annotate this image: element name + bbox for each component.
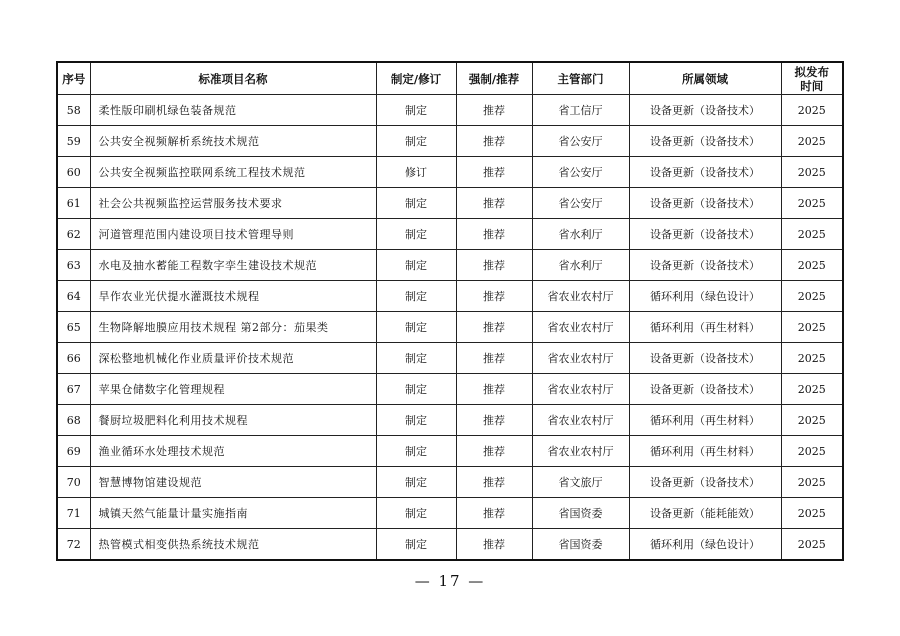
cell-dept: 省公安厅 [532,157,629,188]
cell-type: 制定 [376,250,456,281]
cell-field: 设备更新（能耗能效） [629,498,781,529]
cell-year: 2025 [781,250,843,281]
cell-type: 制定 [376,436,456,467]
cell-field: 设备更新（设备技术） [629,126,781,157]
cell-dept: 省公安厅 [532,188,629,219]
cell-no: 71 [57,498,90,529]
cell-force: 推荐 [456,498,532,529]
cell-year: 2025 [781,312,843,343]
cell-no: 72 [57,529,90,561]
cell-name: 城镇天然气能量计量实施指南 [90,498,376,529]
cell-dept: 省农业农村厅 [532,405,629,436]
cell-name: 旱作农业光伏提水灌溉技术规程 [90,281,376,312]
table-row [57,157,843,188]
cell-name: 热管模式相变供热系统技术规范 [90,529,376,561]
table-row [57,281,843,312]
cell-name: 柔性版印刷机绿色装备规范 [90,95,376,126]
table-row [57,95,843,126]
cell-year: 2025 [781,529,843,561]
cell-field: 循环利用（再生材料） [629,405,781,436]
cell-type: 制定 [376,95,456,126]
cell-year: 2025 [781,343,843,374]
cell-force: 推荐 [456,467,532,498]
cell-force: 推荐 [456,250,532,281]
cell-type: 制定 [376,529,456,561]
cell-field: 设备更新（设备技术） [629,250,781,281]
cell-type: 制定 [376,467,456,498]
cell-no: 62 [57,219,90,250]
cell-field: 设备更新（设备技术） [629,467,781,498]
cell-dept: 省农业农村厅 [532,374,629,405]
header-year-line2: 时间 [800,78,824,93]
cell-force: 推荐 [456,529,532,561]
table-row [57,312,843,343]
cell-field: 设备更新（设备技术） [629,157,781,188]
cell-no: 65 [57,312,90,343]
page-number: — 17 — [414,572,486,590]
cell-no: 61 [57,188,90,219]
cell-field: 设备更新（设备技术） [629,95,781,126]
cell-type: 制定 [376,498,456,529]
cell-no: 64 [57,281,90,312]
cell-force: 推荐 [456,374,532,405]
cell-name: 水电及抽水蓄能工程数字孪生建设技术规范 [90,250,376,281]
cell-type: 修订 [376,157,456,188]
cell-field: 循环利用（绿色设计） [629,529,781,561]
cell-no: 63 [57,250,90,281]
cell-type: 制定 [376,281,456,312]
cell-year: 2025 [781,188,843,219]
table-row [57,405,843,436]
standards-table [56,61,844,561]
table-row [57,250,843,281]
cell-name: 餐厨垃圾肥料化利用技术规程 [90,405,376,436]
cell-no: 66 [57,343,90,374]
cell-year: 2025 [781,281,843,312]
cell-type: 制定 [376,405,456,436]
cell-type: 制定 [376,219,456,250]
cell-dept: 省工信厅 [532,95,629,126]
table-row [57,343,843,374]
cell-year: 2025 [781,436,843,467]
table-row [57,436,843,467]
cell-year: 2025 [781,467,843,498]
cell-year: 2025 [781,374,843,405]
cell-year: 2025 [781,405,843,436]
cell-name: 苹果仓储数字化管理规程 [90,374,376,405]
cell-dept: 省文旅厅 [532,467,629,498]
cell-year: 2025 [781,95,843,126]
cell-force: 推荐 [456,95,532,126]
cell-dept: 省水利厅 [532,219,629,250]
table-header-row [57,62,843,95]
cell-dept: 省公安厅 [532,126,629,157]
cell-dept: 省农业农村厅 [532,436,629,467]
table-row [57,219,843,250]
cell-force: 推荐 [456,126,532,157]
cell-year: 2025 [781,219,843,250]
cell-no: 68 [57,405,90,436]
cell-field: 设备更新（设备技术） [629,374,781,405]
cell-field: 设备更新（设备技术） [629,219,781,250]
table-row [57,467,843,498]
cell-force: 推荐 [456,188,532,219]
cell-force: 推荐 [456,312,532,343]
cell-dept: 省农业农村厅 [532,281,629,312]
cell-dept: 省农业农村厅 [532,343,629,374]
header-type: 制定/修订 [376,62,456,95]
cell-force: 推荐 [456,281,532,312]
cell-dept: 省水利厅 [532,250,629,281]
cell-year: 2025 [781,126,843,157]
cell-no: 60 [57,157,90,188]
cell-year: 2025 [781,157,843,188]
cell-dept: 省农业农村厅 [532,312,629,343]
cell-force: 推荐 [456,157,532,188]
header-year-line1: 拟发布 [794,64,829,79]
table-row [57,188,843,219]
cell-no: 70 [57,467,90,498]
header-dept: 主管部门 [532,62,629,95]
cell-year: 2025 [781,498,843,529]
cell-type: 制定 [376,374,456,405]
header-force: 强制/推荐 [456,62,532,95]
cell-force: 推荐 [456,219,532,250]
cell-name: 生物降解地膜应用技术规程 第2部分：茄果类 [90,312,376,343]
table-row [57,374,843,405]
cell-type: 制定 [376,188,456,219]
header-year [781,62,843,95]
cell-name: 河道管理范围内建设项目技术管理导则 [90,219,376,250]
header-field: 所属领域 [629,62,781,95]
cell-force: 推荐 [456,343,532,374]
cell-no: 69 [57,436,90,467]
cell-field: 循环利用（再生材料） [629,436,781,467]
cell-name: 公共安全视频监控联网系统工程技术规范 [90,157,376,188]
cell-no: 67 [57,374,90,405]
cell-field: 设备更新（设备技术） [629,343,781,374]
table-row [57,126,843,157]
cell-type: 制定 [376,126,456,157]
header-no: 序号 [57,62,90,95]
cell-field: 设备更新（设备技术） [629,188,781,219]
header-name: 标准项目名称 [90,62,376,95]
cell-name: 深松整地机械化作业质量评价技术规范 [90,343,376,374]
cell-name: 渔业循环水处理技术规范 [90,436,376,467]
cell-force: 推荐 [456,436,532,467]
cell-name: 公共安全视频解析系统技术规范 [90,126,376,157]
table-row [57,529,843,561]
cell-field: 循环利用（再生材料） [629,312,781,343]
cell-field: 循环利用（绿色设计） [629,281,781,312]
cell-type: 制定 [376,343,456,374]
cell-name: 智慧博物馆建设规范 [90,467,376,498]
cell-no: 58 [57,95,90,126]
cell-dept: 省国资委 [532,529,629,561]
cell-type: 制定 [376,312,456,343]
cell-no: 59 [57,126,90,157]
cell-name: 社会公共视频监控运营服务技术要求 [90,188,376,219]
cell-force: 推荐 [456,405,532,436]
table-row [57,498,843,529]
cell-dept: 省国资委 [532,498,629,529]
